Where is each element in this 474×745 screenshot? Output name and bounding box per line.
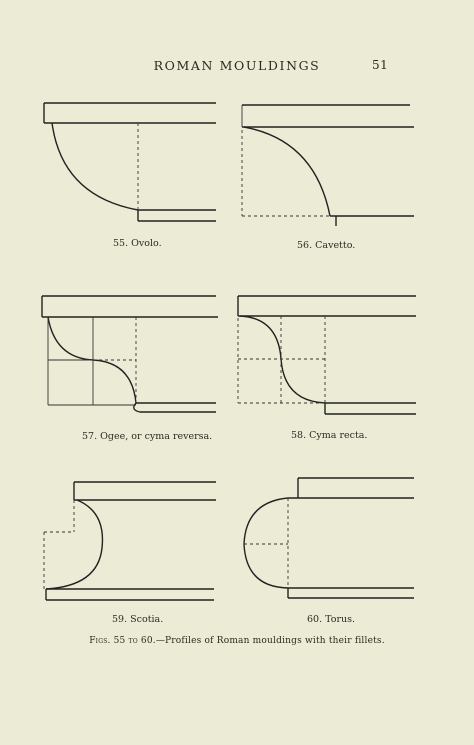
figure-58-number: 58. (291, 430, 307, 441)
figure-56-number: 56. (297, 240, 313, 251)
figure-57-ogee-drawing (42, 296, 218, 412)
figure-59-scotia-drawing (44, 482, 216, 600)
figures-caption-label: Figs. 55 to 60. (89, 636, 156, 646)
figure-60-name: Torus. (325, 614, 356, 625)
figures-caption-text: —Profiles of Roman mouldings with their fillets. (155, 636, 385, 646)
figure-57-number: 57. (82, 431, 98, 442)
figure-55-name: Ovolo. (131, 238, 162, 249)
figure-60-number: 60. (307, 614, 323, 625)
figure-55-number: 55. (113, 238, 129, 249)
figure-55-ovolo-drawing (44, 103, 216, 221)
figure-56-name: Cavetto. (315, 240, 356, 251)
figures-caption (0, 636, 474, 646)
figure-58-cyma-recta-drawing (238, 296, 416, 414)
figure-60-caption (307, 614, 355, 625)
figure-55-caption (113, 238, 162, 249)
running-head: ROMAN MOULDINGS (153, 58, 321, 73)
figure-59-caption (112, 614, 163, 625)
figure-56-caption (297, 240, 355, 251)
figure-60-torus-drawing (244, 478, 414, 598)
figure-57-caption (82, 431, 212, 442)
figure-59-name: Scotia. (130, 614, 164, 625)
figure-56-cavetto-drawing (242, 105, 414, 226)
figure-58-caption (291, 430, 367, 441)
page-number: 51 (372, 58, 389, 72)
figure-58-name: Cyma recta. (309, 430, 368, 441)
figure-59-number: 59. (112, 614, 128, 625)
figure-57-name: Ogee, or cyma reversa. (100, 431, 213, 442)
